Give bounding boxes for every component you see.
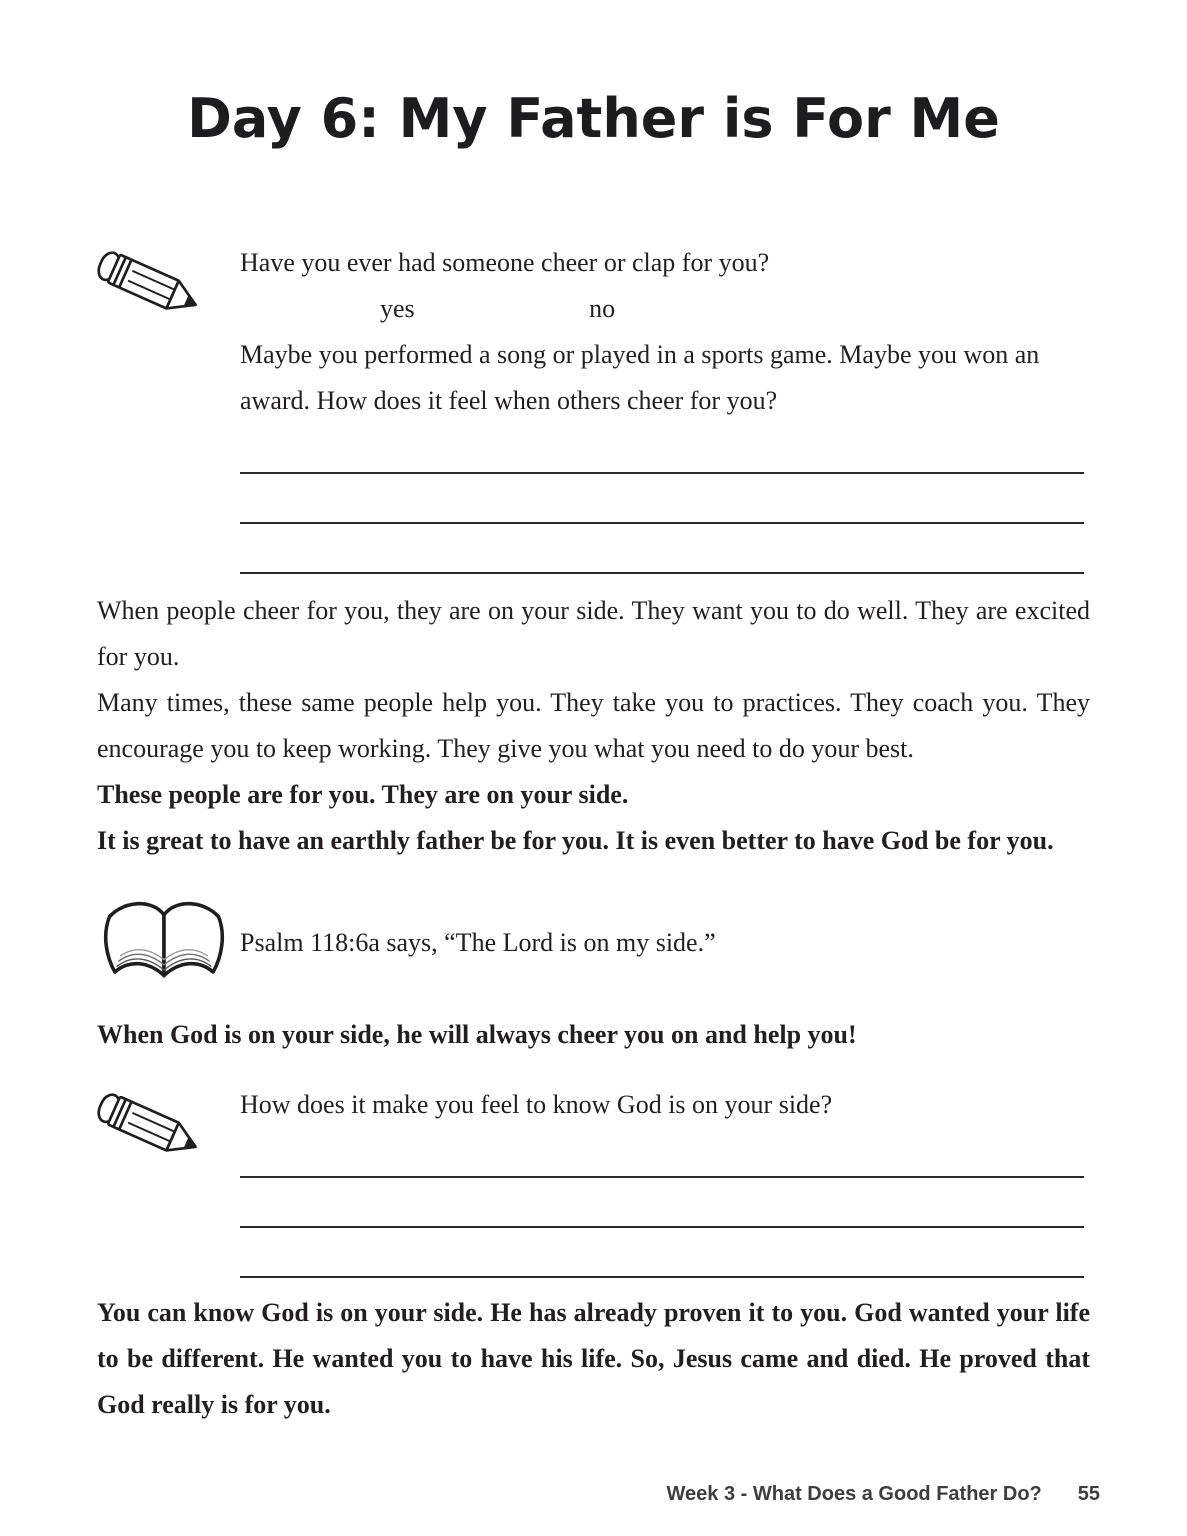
answer-lines-1 [240,424,1084,574]
paragraph-2: Many times, these same people help you. They take you to practices. They coach you. They encourage you to keep working. They give you what you need to do your best. [97,688,1090,763]
journal-prompt-1 [0,240,1187,574]
scripture-callout [0,890,1187,996]
pencil-icon [97,1082,240,1168]
body-text [0,588,1187,864]
footer-section-label: Week 3 - What Does a Good Father Do? [666,1483,1042,1505]
answer-line [240,474,1084,524]
answer-line [240,524,1084,574]
closing-paragraph: You can know God is on your side. He has already proven it to you. God wanted your life to be different. He wanted you to have his life. So, Jesus came and died. He proved that God really is for you. [97,1298,1090,1419]
paragraph-1: When people cheer for you, they are on your side. They want you to do well. They are excited for you. [97,596,1090,671]
prompt1-followup: Maybe you performed a song or played in a sports game. Maybe you won an award. How does it feel when others cheer for you? [240,340,1040,415]
paragraph-bold-1: These people are for you. They are on your side. [97,780,629,809]
paragraph-bold-2: It is great to have an earthly father be for you. It is even better to have God be for you. [97,826,1054,855]
open-book-icon [97,890,240,996]
bold-statement: When God is on your side, he will always cheer you on and help you! [97,1020,857,1049]
option-yes: yes [380,294,415,323]
yes-no-options [240,286,1090,332]
prompt1-question: Have you ever had someone cheer or clap for you? [240,248,770,277]
prompt2-question: How does it make you feel to know God is on your side? [240,1090,833,1119]
pencil-icon [97,240,240,326]
answer-line [240,1178,1084,1228]
answer-line [240,1228,1084,1278]
answer-lines-2 [240,1128,1084,1278]
page-title: Day 6: My Father is For Me [187,87,1000,150]
page-number: 55 [1077,1483,1100,1505]
answer-line [240,1128,1084,1178]
scripture-text: Psalm 118:6a says, “The Lord is on my side.” [240,928,716,957]
answer-line [240,424,1084,474]
journal-prompt-2 [0,1082,1187,1278]
page-footer [667,1483,1100,1506]
option-no: no [589,294,616,323]
